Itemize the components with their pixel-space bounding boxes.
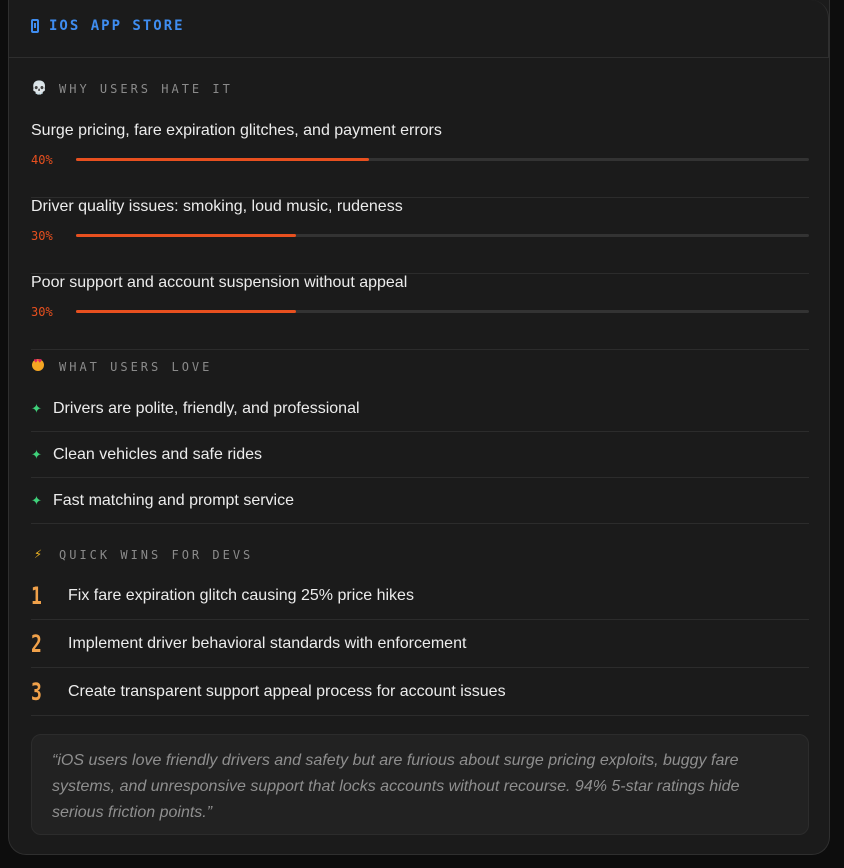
quick-win-item [31, 668, 809, 716]
quick-win-label: Implement driver behavioral standards with enforcement [68, 634, 467, 652]
wins-section-title [31, 547, 253, 562]
sparkle-icon: ✦ [31, 446, 42, 462]
sparkle-icon: ✦ [31, 400, 42, 416]
hate-item-label: Surge pricing, fare expiration glitches, and payment errors [31, 122, 442, 139]
hate-item [31, 198, 809, 274]
quick-win-item [31, 620, 809, 668]
love-section-label: WHAT USERS LOVE [59, 360, 213, 374]
hate-item-percent: 40% [31, 153, 53, 167]
progress-bar-track [76, 310, 809, 313]
love-item-label: Drivers are polite, friendly, and professional [53, 399, 360, 417]
progress-bar-fill [76, 234, 296, 237]
quick-win-number: 1 [31, 581, 42, 610]
app-store-review-card [8, 0, 830, 855]
hate-section-title [31, 81, 233, 96]
love-section-title [31, 359, 212, 375]
hate-item [31, 274, 809, 350]
love-item [31, 432, 809, 478]
quick-win-number: 3 [31, 677, 42, 706]
love-item [31, 386, 809, 432]
hate-item [31, 122, 809, 198]
quick-win-number: 2 [31, 629, 42, 658]
lightning-icon: ⚡ [34, 547, 42, 562]
quick-win-item [31, 572, 809, 620]
love-item-label: Fast matching and prompt service [53, 491, 294, 509]
progress-bar-track [76, 234, 809, 237]
card-header [9, 0, 829, 58]
hate-item-label: Driver quality issues: smoking, loud music, rudeness [31, 198, 403, 215]
progress-bar-fill [76, 158, 369, 161]
progress-bar-track [76, 158, 809, 161]
store-title: IOS APP STORE [49, 18, 185, 34]
summary-quote: “iOS users love friendly drivers and safety but are furious about surge pricing exploits, buggy fare systems, and unresponsive support that locks accounts without recourse. 94% 5-star ratings hide serious friction points.” [31, 734, 809, 835]
hate-item-percent: 30% [31, 229, 53, 243]
sparkle-icon: ✦ [31, 492, 42, 508]
hate-item-percent: 30% [31, 305, 53, 319]
hate-section-label: WHY USERS HATE IT [59, 81, 233, 96]
love-item [31, 478, 809, 524]
quick-win-label: Fix fare expiration glitch causing 25% price hikes [68, 586, 414, 604]
quick-win-label: Create transparent support appeal process for account issues [68, 682, 506, 700]
hate-item-label: Poor support and account suspension without appeal [31, 274, 408, 291]
wins-section-label: QUICK WINS FOR DEVS [59, 547, 254, 562]
heart-eyes-icon [32, 359, 44, 371]
skull-icon: 💀 [31, 81, 48, 96]
phone-icon [31, 19, 39, 33]
store-header [31, 18, 185, 34]
progress-bar-fill [76, 310, 296, 313]
love-item-label: Clean vehicles and safe rides [53, 445, 263, 463]
